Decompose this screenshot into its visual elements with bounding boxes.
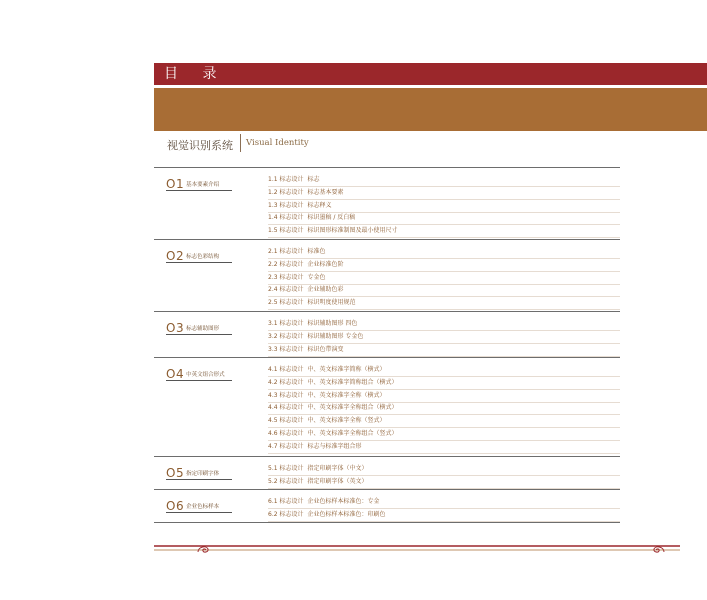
toc-item-label: 专金色 [307, 273, 326, 281]
toc-item[interactable] [268, 174, 620, 187]
toc-item-number: 4.1 标志设计 [268, 366, 304, 373]
toc-item-label: 中、英文标准字简称（横式） [307, 366, 386, 373]
toc-item-number: 4.6 标志设计 [268, 430, 304, 437]
toc-item-label: 标识辅助图形 专金色 [307, 332, 364, 340]
section-title: 基本要素介绍 [186, 182, 220, 188]
toc-item-label: 中、英文标准字简称组合（横式） [307, 378, 398, 386]
toc-item-number: 2.1 标志设计 [268, 248, 304, 255]
toc-item-label: 企业辅助色彩 [307, 286, 344, 294]
toc-item-label: 中、英文标准字全称（竖式） [307, 417, 386, 425]
toc-item-number: 2.3 标志设计 [268, 273, 304, 281]
toc-item[interactable] [268, 441, 620, 454]
title-divider [240, 134, 241, 152]
bottom-ornament [154, 543, 680, 555]
toc-item[interactable] [268, 377, 620, 390]
section-number: O3 [166, 321, 185, 335]
toc-item-number: 5.1 标志设计 [268, 465, 304, 472]
toc-item-number: 1.1 标志设计 [268, 176, 304, 183]
toc-item[interactable] [268, 428, 620, 441]
toc-item-number: 4.3 标志设计 [268, 391, 304, 399]
section-heading [166, 317, 232, 335]
section-title: 指定印刷字体 [186, 471, 220, 477]
toc-item-number: 3.1 标志设计 [268, 320, 304, 327]
toc-item-number: 6.2 标志设计 [268, 510, 304, 518]
toc-item-number: 5.2 标志设计 [268, 477, 304, 485]
toc-item-label: 标识明度使用规范 [307, 299, 356, 307]
section-divider [154, 239, 620, 240]
toc-item-label: 标识辅助图形 四色 [307, 320, 358, 327]
toc-item-label: 企业色标样本标准色：专金 [307, 498, 380, 505]
section-heading [166, 173, 232, 191]
toc-item-label: 标志与标准字组合形 [307, 442, 362, 450]
toc-item-number: 2.2 标志设计 [268, 260, 304, 268]
toc-item[interactable] [268, 390, 620, 403]
section-title: 标志辅助图形 [186, 326, 220, 332]
section-divider [154, 456, 620, 457]
section-title: 企业色标样本 [186, 504, 220, 510]
toc-item[interactable] [268, 364, 620, 377]
toc-item[interactable] [268, 318, 620, 331]
section-heading [166, 363, 232, 381]
title-bar [154, 63, 707, 85]
page-title: 目 录 [164, 66, 227, 82]
header-band [154, 88, 707, 131]
toc-item[interactable] [268, 187, 620, 200]
toc-item-number: 6.1 标志设计 [268, 498, 304, 505]
toc-item[interactable] [268, 246, 620, 259]
toc-item[interactable] [268, 344, 620, 357]
section-divider [154, 522, 620, 523]
toc-item[interactable] [268, 200, 620, 213]
toc-item-label: 标识图形标准制图及最小使用尺寸 [307, 227, 398, 235]
toc-item-number: 1.5 标志设计 [268, 227, 304, 235]
section-heading [166, 462, 232, 480]
toc-item-number: 2.5 标志设计 [268, 299, 304, 307]
toc-item[interactable] [268, 509, 620, 522]
toc-item-number: 1.4 标志设计 [268, 214, 304, 222]
section-divider [154, 167, 620, 168]
toc-item[interactable] [268, 476, 620, 489]
toc-item-number: 4.4 标志设计 [268, 404, 304, 412]
toc-item-label: 标志 [307, 176, 320, 183]
section-number: O5 [166, 466, 185, 480]
toc-item[interactable] [268, 402, 620, 415]
toc-item-label: 标识色带演变 [307, 345, 344, 353]
section-title: 标志色彩结构 [186, 254, 220, 260]
system-title-cn: 视觉识别系统 [167, 139, 233, 152]
toc-item-number: 2.4 标志设计 [268, 286, 304, 294]
toc-item[interactable] [268, 225, 620, 238]
toc-item-label: 标识墨稿 / 反白稿 [307, 214, 356, 222]
toc-item[interactable] [268, 463, 620, 476]
section-number: O4 [166, 367, 185, 381]
toc-item-label: 标准色 [307, 248, 326, 255]
toc-item-label: 企业标准色阶 [307, 260, 344, 268]
toc-item-label: 中、英文标准字全称（横式） [307, 391, 386, 399]
toc-item[interactable] [268, 259, 620, 272]
toc-item-number: 3.2 标志设计 [268, 332, 304, 340]
toc-item-label: 企业色标样本标准色：印刷色 [307, 510, 386, 518]
toc-item[interactable] [268, 297, 620, 310]
toc-item-label: 标志释义 [307, 201, 332, 209]
toc-item[interactable] [268, 284, 620, 297]
toc-item-number: 4.5 标志设计 [268, 417, 304, 425]
section-heading [166, 245, 232, 263]
toc-item[interactable] [268, 415, 620, 428]
toc-item-label: 中、英文标准字全称组合（横式） [307, 404, 398, 412]
toc-item-number: 1.2 标志设计 [268, 188, 304, 196]
section-divider [154, 489, 620, 490]
section-heading [166, 495, 232, 513]
toc-item-label: 标志基本要素 [307, 188, 344, 196]
toc-item[interactable] [268, 212, 620, 225]
section-title: 中英文组合形式 [186, 372, 225, 378]
toc-item[interactable] [268, 272, 620, 285]
toc-item[interactable] [268, 331, 620, 344]
section-divider [154, 311, 620, 312]
section-number: O6 [166, 499, 185, 513]
section-number: O2 [166, 249, 185, 263]
toc-item-number: 3.3 标志设计 [268, 345, 304, 353]
toc-item[interactable] [268, 496, 620, 509]
toc-item-label: 中、英文标准字全称组合（竖式） [307, 430, 398, 437]
toc-item-label: 指定印刷字体（中文） [307, 465, 368, 472]
system-title-en: Visual Identity [246, 138, 309, 148]
section-number: O1 [166, 177, 185, 191]
section-divider [154, 357, 620, 358]
toc-item-label: 指定印刷字体（英文） [307, 477, 368, 485]
toc-item-number: 4.7 标志设计 [268, 442, 304, 450]
toc-item-number: 4.2 标志设计 [268, 378, 304, 386]
toc-item-number: 1.3 标志设计 [268, 201, 304, 209]
